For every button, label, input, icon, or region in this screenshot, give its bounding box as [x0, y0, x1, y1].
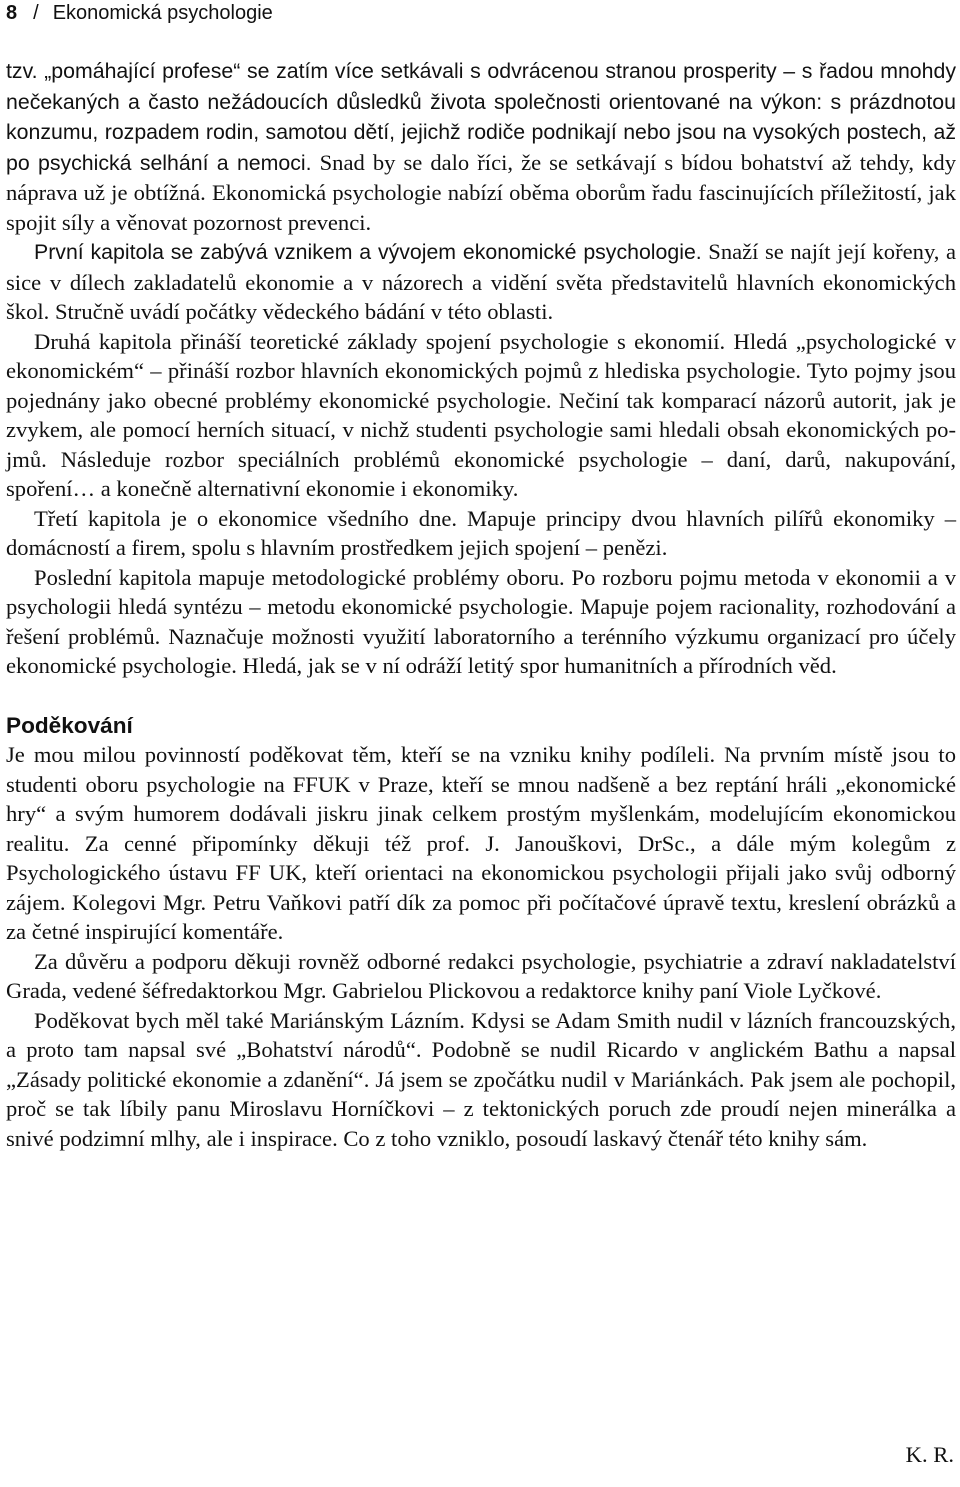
chapter-4-text: Poslední kapitola mapuje metodologické problémy oboru. Po rozboru pojmu metoda v ekonomii a v psychologii hledá syntézu – metodu ekonomické psychologie. Mapuje pojem racionality, rozhodování a řešení problémů. Naznačuje možnosti využití laboratorního a terénního výzkumu organizací pro účely ekonomické psychologie. Hledá, jak se v ní odráží letitý spor humanitních a přírodních věd.	[6, 564, 956, 678]
chapter-4-paragraph	[6, 563, 956, 681]
author-signature: K. R.	[905, 1442, 954, 1467]
chapter-3-text: Třetí kapitola je o ekonomice všedního dne. Mapuje principy dvou hlavních pilířů ekonomiky – domácností a firem, spolu s hlavním prostředkem jejich spojení – penězi.	[6, 505, 956, 560]
intro-text-sans: tzv. „pomáhající profese“ se zatím více setkávali s odvrácenou stranou prosperity – s řadou mnohdy nečekaných a často nežádoucích důsledků života společnosti orientované na výkon: s prázdnotou konzumu, rozpadem rodin, samotou dětí, jejichž rodiče podnikají nebo jsou na vysokých postech, až po psychická selhání a nemoci.	[6, 59, 956, 175]
chapter-2-text: Druhá kapitola přináší teoretické základy spojení psychologie s ekonomií. Hledá „psychologické v ekonomickém“ – přináší rozbor hlavních ekonomických pojmů z hlediska psychologie. Tyto pojmy jsou pojednány jako obecné problémy ekonomické psychologie. Nečiní tak komparací názorů autorit, jak je zvykem, ale pomocí herních situací, v nichž studenti psychologie sami hledali obsah ekonomických pojmů. Následuje rozbor speciálních problémů ekonomické psychologie – daní, darů, nakupování, spoření… a konečně alternativní ekonomie i ekonomiky.	[6, 328, 956, 501]
page-body	[6, 56, 956, 1153]
chapter-2-paragraph	[6, 327, 956, 504]
intro-text-serif: Snad by se dalo říci, že se setkávají s bídou bohatství až tehdy, kdy náprava už je obtížná. Ekonomická psychologie nabízí oběma oborům řadu fascinujících příležitostí, jak spojit síly a věnovat pozornost prevenci.	[6, 149, 957, 235]
acknowledgements-paragraph-3: Poděkovat bych měl také Mariánským Lázním. Kdysi se Adam Smith nudil v lázních francouzských, a proto tam napsal své „Bohatství národů“. Podobně se nudil Ricardo v anglickém Bathu a napsal „Zásady politické ekonomie a zdanění“. Já jsem se zpočátku nudil v Mariánkách. Pak jsem ale pochopil, proč se tak líbily panu Miroslavu Horníčkovi – z tektonických poruch zde proudí nejen minerálka a snivé podzimní mlhy, ale i inspirace. Co z toho vzniklo, posoudí laskavý čtenář této knihy sám.	[6, 1007, 956, 1151]
acknowledgements-paragraph-1: Je mou milou povinností poděkovat těm, kteří se na vzniku knihy podíleli. Na prvním místě jsou to studenti oboru psychologie na FFUK v Praze, kteří se mnou nadšeně a bez reptání hráli „ekonomické hry“ a svým humorem dodávali jiskru jinak celkem prostým myšlenkám, modelujícím ekonomickou realitu. Za cenné připomínky děkuji též prof. J. Janouškovi, DrSc., a dále mým kolegům z Psychologického ústavu FF UK, kteří orientaci na ekonomickou psychologii přijali jako svůj odborný zájem. Kolegovi Mgr. Petru Vaňkovi patří dík za pomoc při počítačové úpravě textu, kreslení obrázků a za četné inspirující komentáře.	[6, 742, 956, 944]
book-title: Ekonomická psychologie	[52, 2, 273, 24]
chapter-1-paragraph	[6, 237, 956, 327]
acknowledgements-paragraph-2: Za důvěru a podporu děkuji rovněž odborné redakci psychologie, psychiatrie a zdraví nakladatelství Grada, vedené šéfredaktorkou Mgr. Gabrielou Plickovou a redaktorce knihy paní Viole Lyčkové.	[6, 948, 956, 1003]
intro-paragraph	[6, 56, 956, 237]
page-number: 8	[6, 2, 18, 24]
chapter-1-text-sans: První kapitola se zabývá vznikem a vývojem ekonomické psychologie.	[34, 240, 702, 264]
chapter-3-paragraph	[6, 504, 956, 563]
running-head	[6, 0, 946, 26]
header-separator: /	[33, 2, 39, 24]
acknowledgements-heading: Poděkování	[6, 712, 133, 738]
chapter-1-text-serif: Snaží se najít její kořeny, a sice v dílech zakladatelů ekonomie a v názorech a vidění světa představitelů hlavních ekonomických škol. Stručně uvádí počátky vědeckého bádání v této oblasti.	[6, 239, 956, 324]
